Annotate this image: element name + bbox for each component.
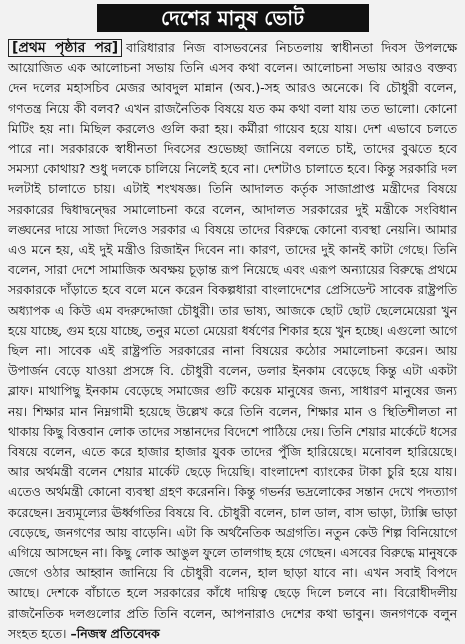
continuation-label: [প্রথম পৃষ্ঠার পর]: [8, 39, 122, 57]
article-text: বারিধারার নিজ বাসভবনের নিচতলায় স্বাধীনতা দিবস উপলক্ষে আয়োজিত এক আলোচনা সভায় তিনি এসব কথা বলেন। আলোচনা সভায় আরও বক্তব্য দেন দলের মহাসচিব মেজর আবদুল মান্নান (অব.)-সহ আরও অনেকে। বি চৌধুরী বলেন, গণতন্ত্র নিয়ে কী বলব? এখন রাজনৈতিক বিষয়ে যত কম কথা বলা যায় তত ভালো। কোনো মিটিং হয় না। মিছিল করলেও গুলি করা হয়। কর্মীরা গায়েব হয়ে যায়। দেশ এভাবে চলতে পারে না। সরকারকে স্বাধীনতা দিবসের শুভেচ্ছা জানিয়ে বলতে চাই, তাদের বুঝতে হবে সমস্যা কোথায়? শুধু দলকে চালিয়ে নিলেই হবে না। দেশটাও চালাতে হবে। কিন্তু সরকারি দল দলটাই চালাতে চায়। এটাই শংখষজ্ঞ। তিনি আদালত কর্তৃক সাজাপ্রাপ্ত মন্ত্রীদের বিষয়ে সরকারের দ্বিধাদ্বন্দ্বের সমালোচনা করে বলেন, আদালত সরকারের দুই মন্ত্রীকে সংবিধান লঙ্ঘনের দায়ে সাজা দিলেও সরকার এ বিষয়ে তাদের বিরুদ্ধে কোনো ব্যবস্থা নেয়নি। আমার এও মনে হয়, এই দুই মন্ত্রীও রিজাইন দিবেন না। কারণ, তাদের দুই কানই কাটা গেছে। তিনি বলেন, সারা দেশে সামাজিক অবক্ষয় চূড়ান্ত রূপ নিয়েছে এবং এরূপ অন্যায়ের বিরুদ্ধে প্রথমে সরকারকে দাঁড়াতে হবে বলে মনে করেন বিকল্পধারা বাংলাদেশের প্রেসিডেন্ট সাবেক রাষ্ট্রপতি অধ্যাপক এ কিউ এম বদরুদ্দোজা চৌধুরী। তার ভাষ্য, আজকে ছোট ছোট ছেলেমেয়েরা খুন হয়ে যাচ্ছে, গুম হয়ে যাচ্ছে, তনুর মতো মেয়েরা ধর্ষণের শিকার হয়ে খুন হচ্ছে। এগুলো আগে ছিল না। সাবেক এই রাষ্ট্রপতি সরকারের নানা বিষয়ের কঠোর সমালোচনা করেন। আয় উপার্জন বেড়ে যাওয়া প্রসঙ্গে বি. চৌধুরী বলেন, ডলার ইনকাম বেড়েছে কিন্তু এটা একটা ব্লাফ। মাথাপিছু ইনকাম বেড়েছে সমাজের গুটি কয়েক মানুষের জন্য, সাধারণ মানুষের জন্য নয়। শিক্ষার মান নিম্নগামী হয়েছে উল্লেখ করে তিনি বলেন, শিক্ষার মান ও স্থিতিশীলতা না থাকায় কিছু বিত্তবান লোক তাদের সন্তানদের বিদেশে পাঠিয়ে দেয়। তিনি শেয়ার মার্কেটে ধসের বিষয়ে বলেন, এতে করে হাজার হাজার যুবক তাদের পুঁজি হারিয়েছে। মনোবল হারিয়েছে। আর অর্থমন্ত্রী বলেন শেয়ার মার্কেট ছেড়ে দিয়েছি। বাংলাদেশ ব্যাংকের টাকা চুরি হয়ে যায়। এতেও অর্থমন্ত্রী কোনো ব্যবস্থা গ্রহণ করেননি। কিন্তু গভর্নর ভদ্রলোকের সন্তান দেখে পদত্যাগ করেছেন। দ্রব্যমূল্যের ঊর্ধ্বগতির বিষয়ে বি. চৌধুরী বলেন, চাল ডাল, বাস ভাড়া, ট্যাক্সি ভাড়া বেড়েছে, জনগণের আয় বাড়েনি। এটা কি অর্থনৈতিক অগ্রগতি। নতুন কেউ শিল্প বিনিয়োগে এগিয়ে আসছেন না। কিছু লোক আঙুল ফুলে তালগাছ হয়ে গেছেন। এসবের বিরুদ্ধে মানুষকে জেগে ওঠার আহ্বান জানিয়ে বি চৌধুরী বলেন, হাল ছাড়া যাবে না। এখন সবাই বিপদে আছে। দেশকে বাঁচাতে হলে সরকারের কাঁধে দায়িত্ব ছেড়ে দিলে চলবে না। বিরোধীদলীয় রাজনৈতিক দলগুলোর প্রতি তিনি বলেন, আপনারাও দেশের কথা ভাবুন। জনগণকে বলুন সংহত হতে।: [8, 40, 457, 641]
headline: দেশের মানুষ ভোট: [97, 4, 369, 32]
article-paragraph: [8, 38, 457, 644]
byline: –নিজস্ব প্রতিবেদক: [70, 625, 160, 641]
article-body: [8, 38, 457, 644]
